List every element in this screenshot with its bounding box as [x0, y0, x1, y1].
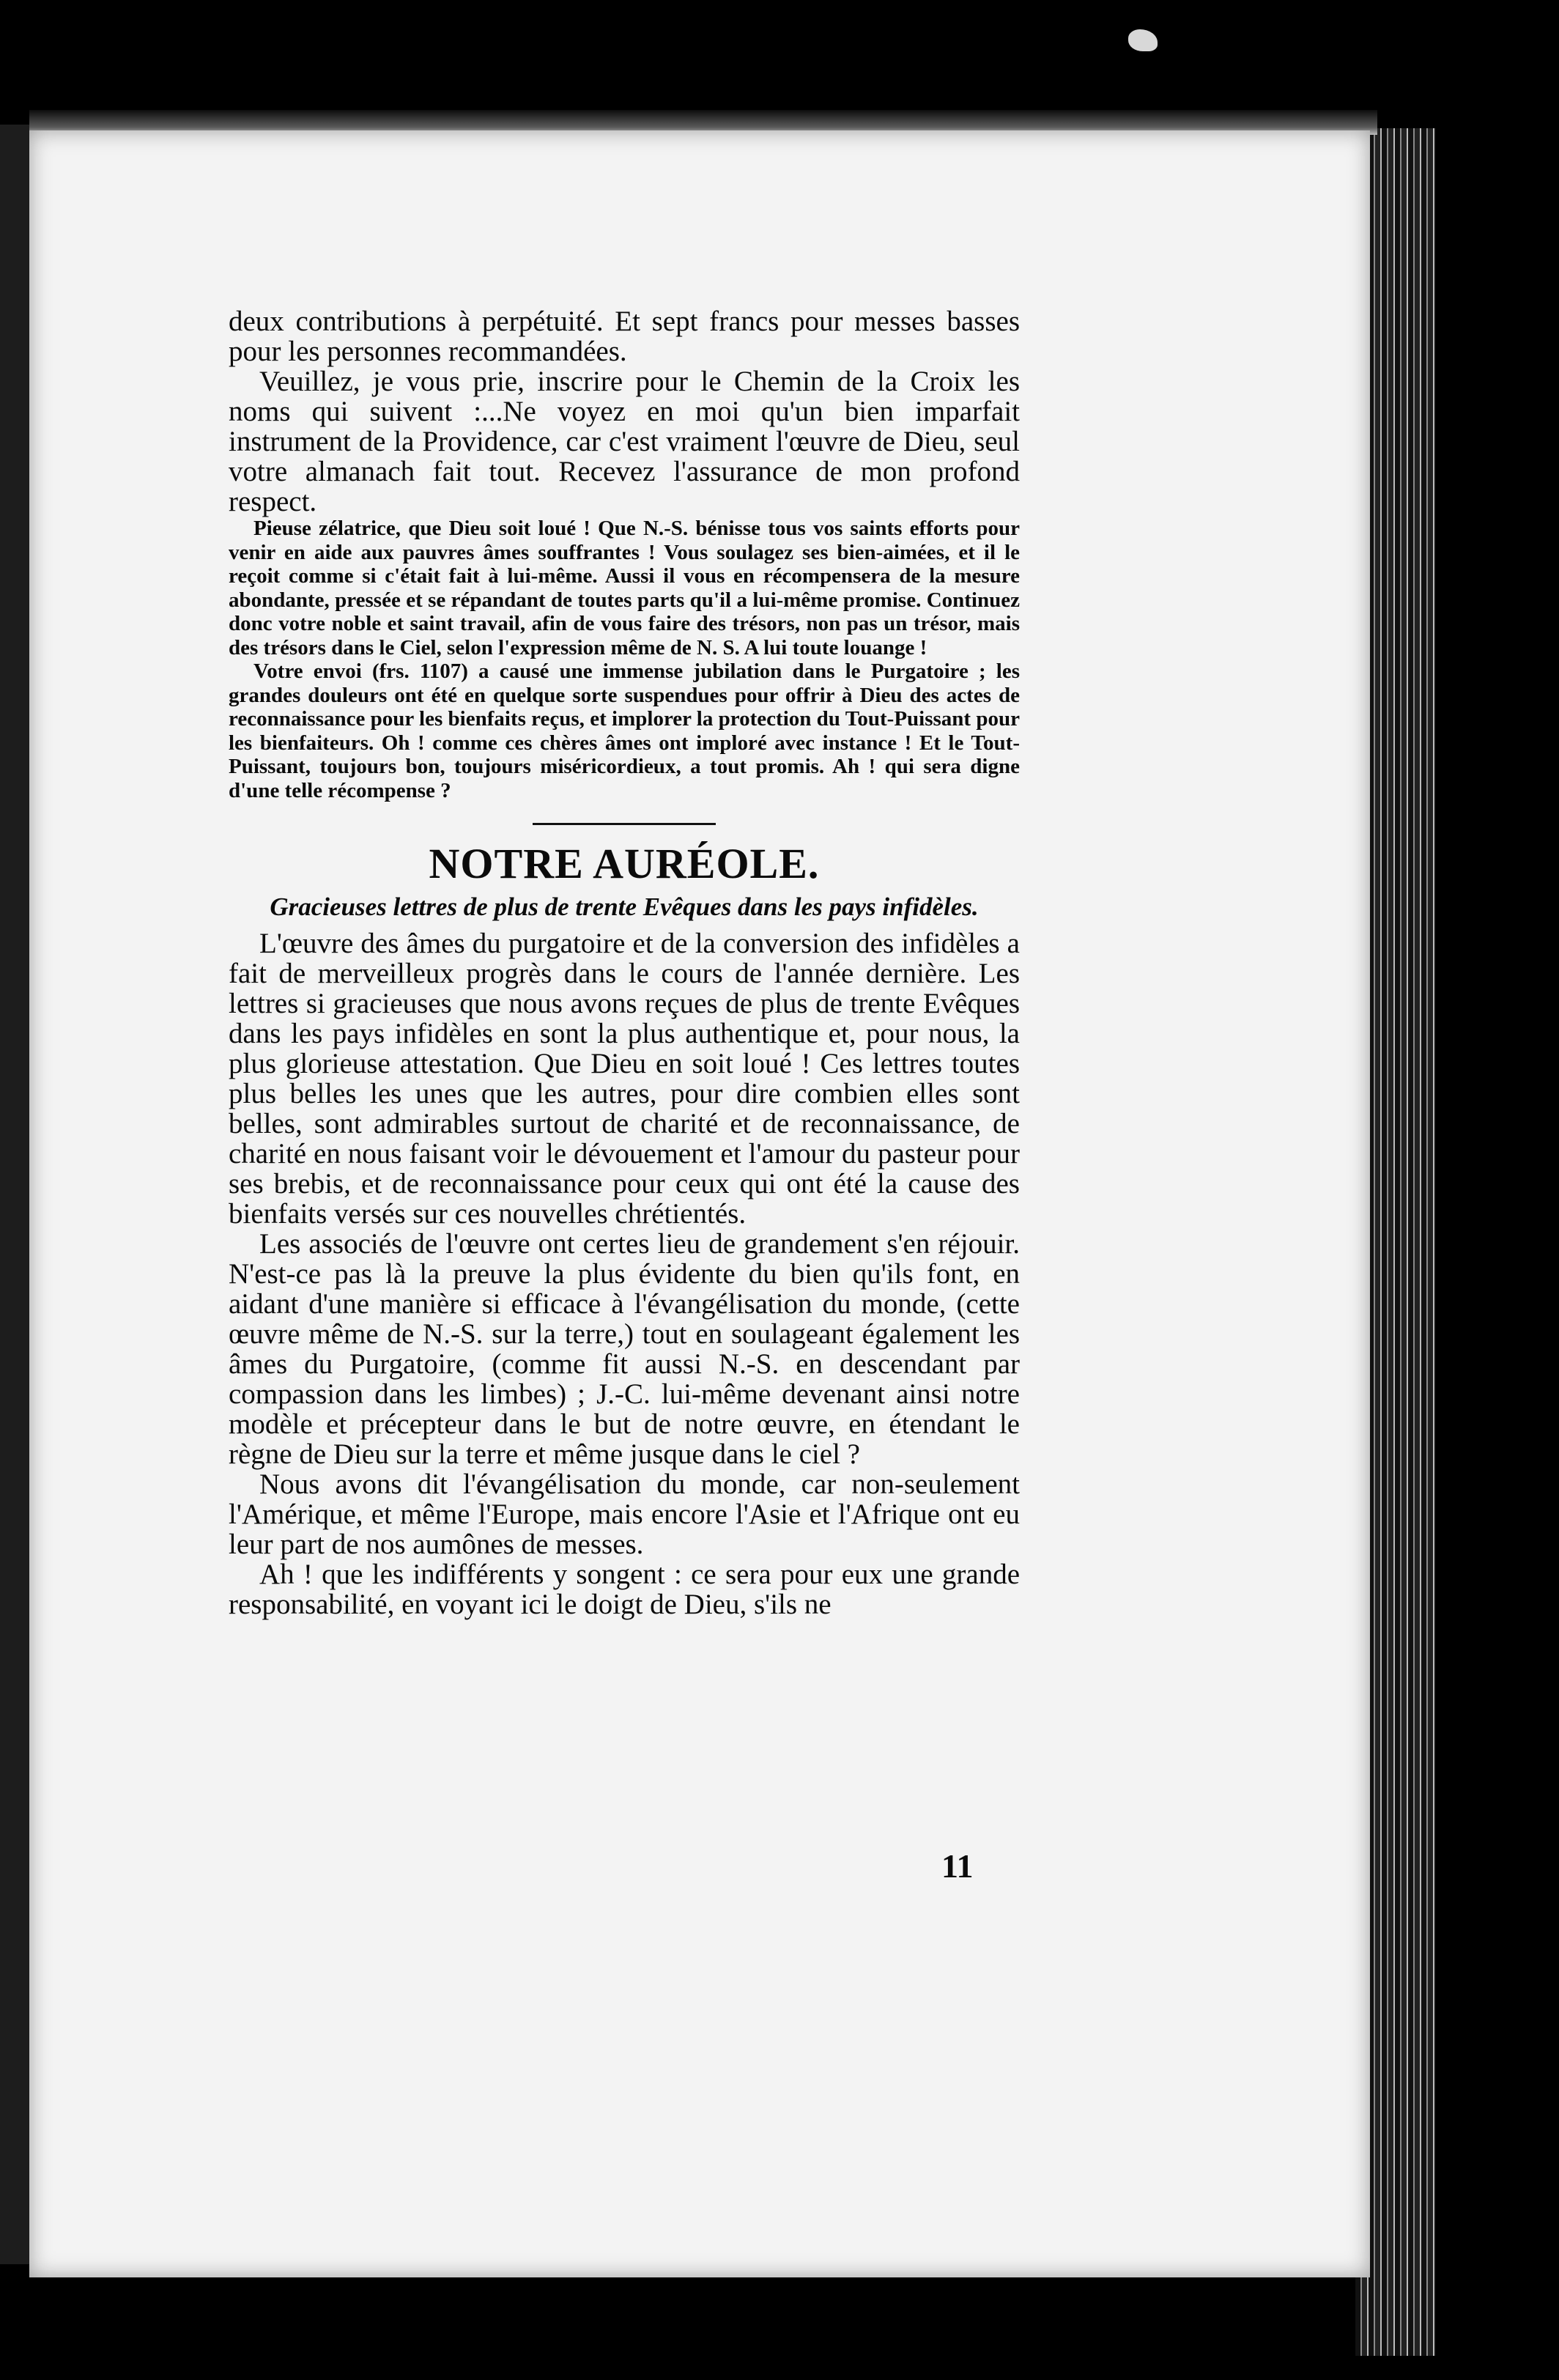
section-title: NOTRE AURÉOLE.	[429, 840, 820, 887]
page-number: 11	[941, 1847, 974, 1885]
paragraph-evangelisation: Nous avons dit l'évangélisation du monde, car non-seulement l'Amérique, et même l'Europe, mais encore l'Asie et l'Afrique ont eu leur part de nos aumônes de messes.	[229, 1468, 1020, 1560]
page-text	[229, 306, 1020, 1619]
paragraph-oeuvre: L'œuvre des âmes du purgatoire et de la conversion des infidèles a fait de merveilleux progrès dans le cours de l'année dernière. Les lettres si gracieuses que nous avons reçues de plus de trente Evêques dans les pays infidèles en sont la plus authentique et, pour nous, la plus glorieuse attestation. Que Dieu en soit loué ! Ces lettres toutes plus belles les unes que les autres, pour dire combien elles sont belles, sont admirables surtout de charité et de reconnaissance, de charité en nous faisant voir le dévouement et l'amour du pasteur pour ses brebis, et de reconnaissance pour ceux qui ont été la cause des bienfaits versés sur ces nouvelles chrétientés.	[229, 928, 1020, 1230]
paragraph-contributions: deux contributions à perpétuité. Et sept francs pour messes basses pour les personnes recommandées.	[229, 306, 1020, 367]
paragraph-votre-envoi: Votre envoi (frs. 1107) a causé une immense jubilation dans le Purgatoire ; les grandes douleurs ont été en quelque sorte suspendues pour offrir à Dieu des actes de reconnaissance pour les bienfaits reçus, et implorer la protection du Tout-Puissant pour les bienfaiteurs. Oh ! comme ces chères âmes ont imploré avec instance ! Et le Tout-Puissant, toujours bon, toujours miséricordieux, a tout promis. Ah ! qui sera digne d'une telle récompense ?	[229, 659, 1020, 802]
paragraph-indifferents: Ah ! que les indifférents y songent : ce sera pour eux une grande responsabilité, en voyant ici le doigt de Dieu, s'ils ne	[229, 1559, 1020, 1620]
section-subtitle: Gracieuses lettres de plus de trente Evêques dans les pays infidèles.	[270, 892, 979, 921]
paragraph-pieuse-zelatrice: Pieuse zélatrice, que Dieu soit loué ! Que N.-S. bénisse tous vos saints efforts pour venir en aide aux pauvres âmes souffrantes ! Vous soulagez ses bien-aimées, et il le reçoit comme si c'était fait à lui-même. Aussi il vous en récompensera de la mesure abondante, pressée et se répandant de toutes parts qu'il a lui-même promise. Continuez donc votre noble et saint travail, afin de vous faire des trésors, non pas un trésor, mais des trésors dans le Ciel, selon l'expression même de N. S. A lui toute louange !	[229, 517, 1020, 659]
section-divider	[533, 823, 716, 825]
paragraph-associes: Les associés de l'œuvre ont certes lieu de grandement s'en réjouir. N'est-ce pas là la preuve la plus évidente du bien qu'ils font, en aidant d'une manière si efficace à l'évangélisation du monde, (cette œuvre même de N.-S. sur la terre,) tout en soulageant également les âmes du Purgatoire, (comme fit aussi N.-S. en descendant par compassion dans les limbes) ; J.-C. lui-même devenant ainsi notre modèle et précepteur dans le but de notre œuvre, en étendant le règne de Dieu sur la terre et même jusque dans le ciel ?	[229, 1228, 1020, 1470]
paragraph-chemin-de-la-croix: Veuillez, je vous prie, inscrire pour le Chemin de la Croix les noms qui suivent :...Ne voyez en moi qu'un bien imparfait instrument de la Providence, car c'est vraiment l'œuvre de Dieu, seul votre almanach fait tout. Recevez l'assurance de mon profond respect.	[229, 366, 1020, 517]
scan-mark	[1128, 29, 1158, 51]
